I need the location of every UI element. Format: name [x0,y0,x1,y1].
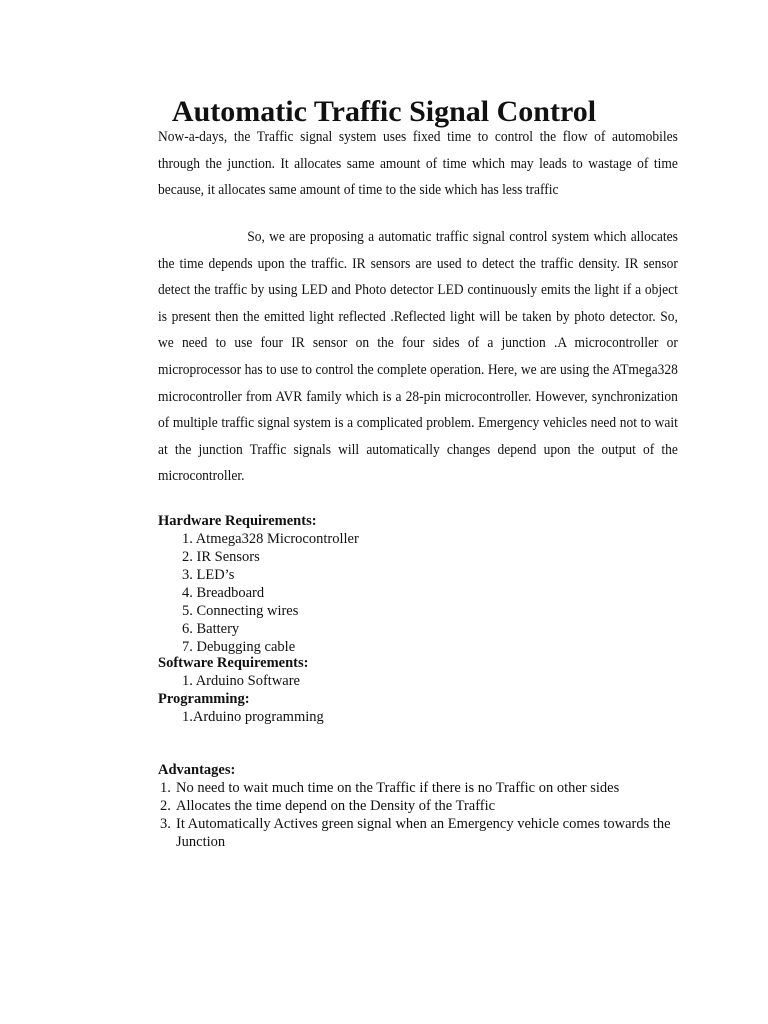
software-item: 1. Arduino Software [182,673,300,689]
hardware-item: 5. Connecting wires [182,603,299,619]
hardware-item: 7. Debugging cable [182,639,296,655]
advantages-heading: Advantages: [158,762,236,778]
advantage-text: Allocates the time depend on the Density of the Traffic [176,798,496,814]
programming-heading: Programming: [158,691,250,707]
proposal-paragraph [158,224,678,490]
software-heading: Software Requirements: [158,655,309,671]
advantage-text: It Automatically Actives green signal when an Emergency vehicle comes towards the Junction [176,816,671,850]
hardware-list [182,530,359,656]
hardware-item: 6. Battery [182,621,240,637]
intro-paragraph: Now-a-days, the Traffic signal system uses fixed time to control the flow of automobiles through the junction. It allocates same amount of time which may leads to wastage of time because, it allocates same amount of time to the side which has less traffic [158,129,678,198]
advantage-number: 1. [160,780,171,796]
hardware-item: 1. Atmega328 Microcontroller [182,531,359,547]
hardware-item: 3. LED’s [182,567,235,583]
advantage-number: 2. [160,798,171,814]
advantage-item [160,815,680,851]
hardware-item: 2. IR Sensors [182,549,260,565]
advantage-item [160,797,680,815]
hardware-heading: Hardware Requirements: [158,513,317,529]
advantage-text: No need to wait much time on the Traffic if there is no Traffic on other sides [176,780,620,796]
proposal-paragraph-text: So, we are proposing a automatic traffic signal control system which allocates the time depends upon the traffic. IR sensors are used to detect the traffic density. IR sensor detect the traffic by using LED and Photo detector LED continuously emits the light if a object is present then the emitted light reflected .Reflected light will be taken by photo detector. So, we need to use four IR sensor on the four sides of a junction .A microcontroller or microprocessor has to use to control the complete operation. Here, we are using the ATmega328 microcontroller from AVR family which is a 28-pin microcontroller. However, synchronization of multiple traffic signal system is a complicated problem. Emergency vehicles need not to wait at the junction Traffic signals will automatically changes depend upon the output of the microcontroller. [158,229,678,485]
document-title: Automatic Traffic Signal Control [171,95,597,128]
advantage-number: 3. [160,816,171,832]
software-list [182,672,300,690]
advantage-item [160,779,680,797]
hardware-item: 4. Breadboard [182,585,265,601]
programming-item: 1.Arduino programming [182,709,324,725]
programming-list [182,708,324,726]
advantages-list [160,779,680,851]
